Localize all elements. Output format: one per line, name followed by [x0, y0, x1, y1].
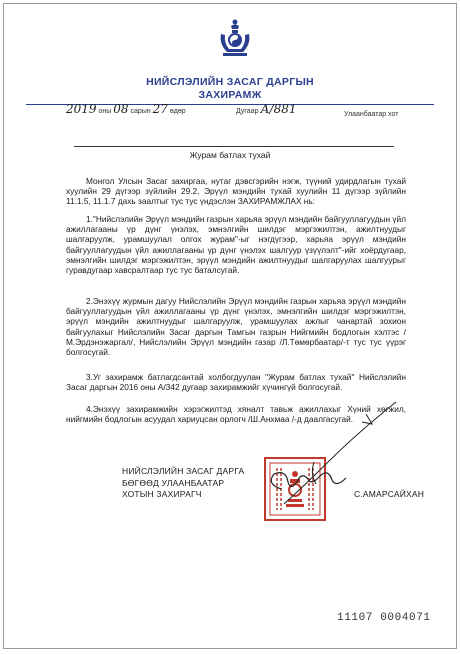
signature-title	[122, 466, 244, 501]
body-paragraph-2: 2.Энэхүү журмын дагуу Нийслэлийн Эрүүл мэндийн газрын харьяа эрүүл мэндийн байгууллагуудын үйл ажиллагааны үр дүнг үнэлэх, эмнэлгийн шилдэг мэргэжилтэн, эрүүл мэндийн ажилтнуудыг шалгаруулж, урамшуулах ажлыг чанартай зохион байгуулахыг Нийслэлийн Засаг даргын Тамгын газрын Нийгмийн бодлогын хэлтэс /М.Эрдэнэжаргал/, Нийслэлийн Эрүүл мэндийн газар /Л.Төмөрбаатар/-т тус тус үүрэг болгосугай.	[66, 296, 406, 358]
body-paragraph-1: 1."Нийслэлийн Эрүүл мэндийн газрын харьяа эрүүл мэндийн байгууллагуудын үйл ажиллагааны үр дүнг үнэлэх, эмнэлгийн шилдэг мэргэжилтэн, ажилтнуудыг шалгаруулж, урамшуулал олгох журам"-ыг нэгдүгээр, харьяа эрүүл мэндийн байгууллагуудын үйл ажиллагааны үр дүнг үнэлэх шалгуур үзүүлэлт"-ийг хоёрдугаар, эмнэлгийн шилдэг мэргэжилтэн, эрүүл мэндийн ажилтнуудыг шалгаруулах шалгуурыг гуравдугаар хавсралтаар тус тус баталсугай.	[66, 214, 406, 276]
body-intro: Монгол Улсын Засаг захиргаа, нутаг дэвсгэрийн нэгж, түүний удирдлагын тухай хуулийн 29 дүгээр зүйлийн 29.2, Эрүүл мэндийн тухай хуулийн 11 дүгээр зүйлийн 11.1.5, 11.1.7 дахь заалтыг тус тус үндэслэн ЗАХИРАМЖЛАХ нь:	[66, 176, 406, 207]
meta-place: Улаанбаатар хот	[344, 111, 399, 118]
signature-line-2: БӨГӨӨД УЛААНБААТАР	[122, 477, 225, 488]
signature-line-3: ХОТЫН ЗАХИРАГЧ	[122, 489, 202, 499]
state-emblem-icon	[217, 18, 253, 58]
day-label: өдөр	[169, 108, 186, 115]
signatory-name: С.АМАРСАЙХАН	[354, 489, 425, 499]
body-paragraph-3: 3.Уг захирамж батлагдсантай холбогдуулан "Журам батлах тухай" Нийслэлийн Засаг даргын 2016 оны А/342 дугаар захирамжийг хүчингүй болгосугай.	[66, 372, 406, 393]
month-label: сарын	[130, 108, 151, 115]
signature-line-1: НИЙСЛЭЛИЙН ЗАСАГ ДАРГА	[122, 466, 245, 476]
subject-title: Журам батлах тухай	[189, 150, 271, 160]
handwritten-day: 27	[152, 102, 168, 116]
document-page	[3, 3, 457, 649]
handwritten-year: 2019	[66, 102, 97, 116]
issuer-title: НИЙСЛЭЛИЙН ЗАСАГ ДАРГЫН	[146, 76, 314, 88]
handwritten-signature	[236, 384, 401, 519]
handwritten-month: 08	[113, 102, 129, 116]
number-label: Дугаар	[236, 108, 259, 115]
body-paragraph-4: 4.Энэхүү захирамжийн хэрэгжилтэд хяналт тавьж ажиллахыг Хүний хөгжил, нийгмийн бодлогын асуудал хариуцсан орлогч /Ш.Анхмаа /-д даалгасугай.	[66, 404, 406, 425]
handwritten-number: А/881	[260, 102, 297, 116]
document-serial-number: 11107 0004071	[337, 612, 431, 624]
year-label: оны	[98, 108, 112, 115]
meta-date	[66, 102, 186, 116]
document-type: ЗАХИРАМЖ	[198, 89, 262, 101]
meta-number	[236, 102, 296, 116]
